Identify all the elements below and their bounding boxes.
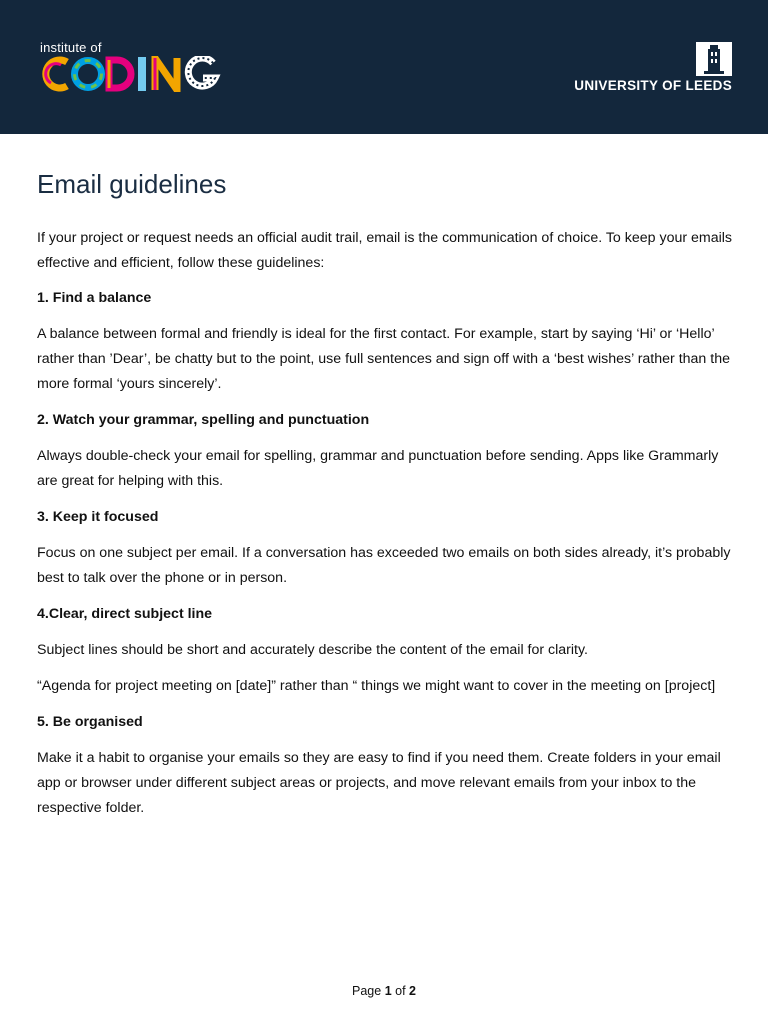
intro-paragraph: If your project or request needs an official audit trail, email is the communication of choice. To keep your emails effective and efficient, follow these guidelines: [37, 230, 733, 271]
section-paragraph: Make it a habit to organise your emails so they are easy to find if you need them. Create folders in your email app or browser under different subject areas or projects, and move relevant emails from your inbox to the respective folder. [37, 750, 721, 816]
coding-wordmark-icon [37, 56, 231, 92]
page-header [0, 0, 768, 134]
page-of: of [395, 984, 406, 998]
university-of-leeds-logo [552, 42, 732, 94]
section-heading: 4.Clear, direct subject line [37, 606, 213, 622]
section-paragraph: Focus on one subject per email. If a conversation has exceeded two emails on both sides already, it’s probably best to talk over the phone or in person. [37, 545, 731, 586]
document-body [37, 164, 737, 832]
total-pages: 2 [409, 984, 416, 998]
page-title: Email guidelines [37, 169, 227, 199]
section-heading: 5. Be organised [37, 714, 143, 730]
current-page: 1 [384, 984, 392, 998]
section-heading: 3. Keep it focused [37, 509, 159, 525]
section-heading: 1. Find a balance [37, 290, 152, 306]
tower-icon [696, 42, 732, 76]
section-paragraph: Always double-check your email for spelling, grammar and punctuation before sending. Apps like Grammarly are great for helping with this. [37, 448, 719, 489]
page-number [0, 984, 768, 998]
section-paragraph: “Agenda for project meeting on [date]” rather than “ things we might want to cover in the meeting on [project] [37, 678, 716, 694]
section-paragraph: A balance between formal and friendly is ideal for the first contact. For example, start by saying ‘Hi’ or ‘Hello’ rather than ’Dear’, be chatty but to the point, use full sentences and sign off with a ‘best wishes’ rather than the more formal ‘yours sincerely’. [37, 326, 730, 392]
logo-small-text: institute of [40, 40, 102, 55]
institute-of-coding-logo [37, 40, 237, 96]
university-name: UNIVERSITY OF LEEDS [574, 78, 732, 93]
section-paragraph: Subject lines should be short and accurately describe the content of the email for clarity. [37, 642, 588, 658]
page-label: Page [352, 984, 382, 998]
section-heading: 2. Watch your grammar, spelling and punctuation [37, 412, 370, 428]
